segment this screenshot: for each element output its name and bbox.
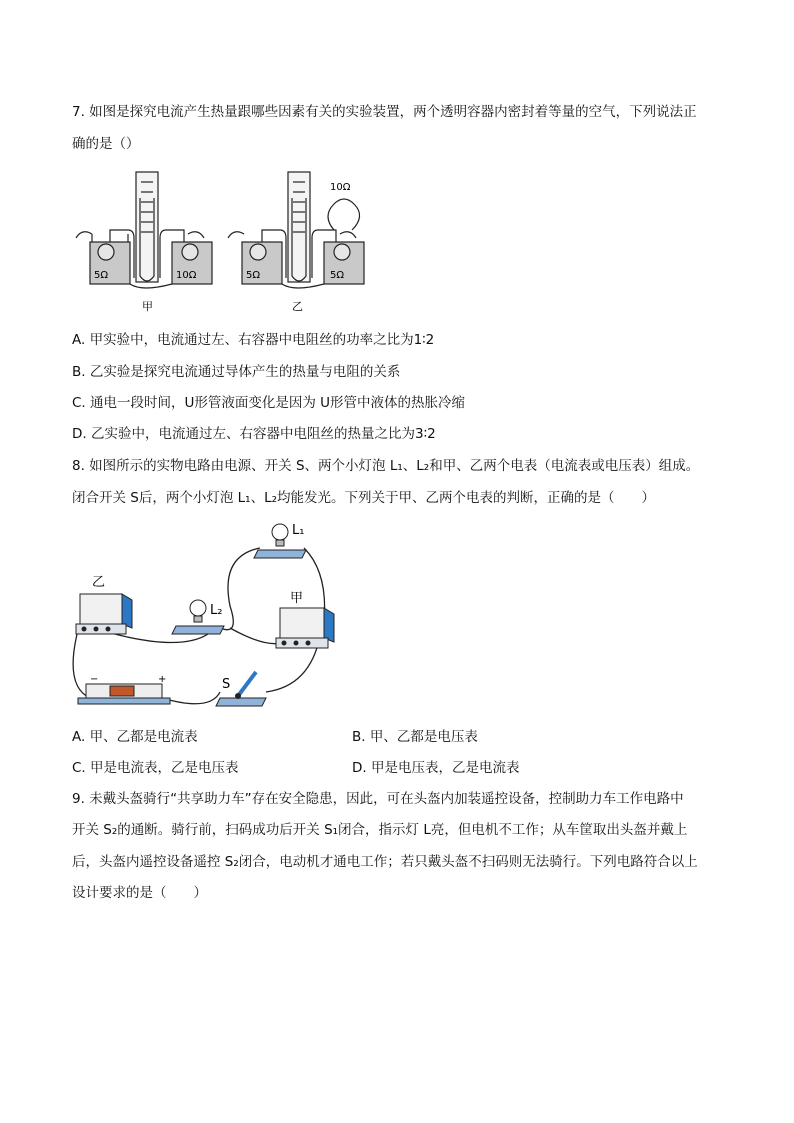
q8-option-c: C. 甲是电流表，乙是电压表 (72, 760, 239, 776)
q8-figure (70, 516, 340, 716)
q7-option-a: A. 甲实验中，电流通过左、右容器中电阻丝的功率之比为1∶2 (72, 332, 435, 348)
battery-plus: + (158, 674, 167, 685)
meter-jia-label: 甲 (290, 591, 304, 606)
battery (78, 684, 170, 704)
meter-yi-label: 乙 (92, 575, 106, 590)
q7-option-c: C. 通电一段时间，U形管液面变化是因为 U形管中液体的热胀冷缩 (72, 395, 466, 411)
q9-line1: 9. 未戴头盔骑行“共享助力车”存在安全隐患，因此，可在头盔内加装遥控设备，控制助力车工作电路中 (72, 791, 684, 807)
q7-right-caption: 乙 (292, 300, 303, 313)
switch-label: S (222, 677, 231, 692)
q7-right-r1: 5Ω (246, 270, 261, 281)
q8-stem-line1: 8. 如图所示的实物电路由电源、开关 S、两个小灯泡 L₁、L₂和甲、乙两个电表（电流表或电压表）组成。 (72, 458, 700, 474)
q8-stem-line2: 闭合开关 S后，两个小灯泡 L₁、L₂均能发光。下列关于甲、乙两个电表的判断，正确的是（ ） (72, 490, 656, 506)
q9-line4: 设计要求的是（ ） (72, 885, 207, 901)
battery-minus: − (90, 674, 99, 685)
q9-line2: 开关 S₂的通断。骑行前，扫码成功后开关 S₁闭合，指示灯 L亮，但电机不工作；从车筐取出头盔并戴上 (72, 822, 688, 838)
q8-option-a: A. 甲、乙都是电流表 (72, 729, 198, 745)
q7-right-r2: 5Ω (330, 270, 345, 281)
q7-option-d: D. 乙实验中，电流通过左、右容器中电阻丝的热量之比为3∶2 (72, 426, 436, 442)
q8-option-d: D. 甲是电压表，乙是电流表 (352, 760, 520, 776)
q7-left-caption: 甲 (142, 300, 153, 313)
meter-jia (276, 608, 334, 648)
meter-yi (76, 594, 132, 634)
q7-figure (72, 168, 372, 318)
q7-left-r1: 5Ω (94, 270, 109, 281)
lamp-l1-label: L₁ (292, 523, 305, 538)
q7-option-b: B. 乙实验是探究电流通过导体产生的热量与电阻的关系 (72, 364, 401, 380)
q7-right-extra: 10Ω (330, 182, 351, 193)
q7-stem-line2: 确的是（） (72, 136, 140, 152)
q9-line3: 后，头盔内遥控设备遥控 S₂闭合，电动机才通电工作；若只戴头盔不扫码则无法骑行。下列电路符合以上 (72, 854, 698, 870)
lamp-l2-label: L₂ (210, 603, 223, 618)
q8-option-b: B. 甲、乙都是电压表 (352, 729, 478, 745)
q7-left-r2: 10Ω (176, 270, 197, 281)
q7-stem-line1: 7. 如图是探究电流产生热量跟哪些因素有关的实验装置，两个透明容器内密封着等量的空气，下列说法正 (72, 104, 697, 120)
